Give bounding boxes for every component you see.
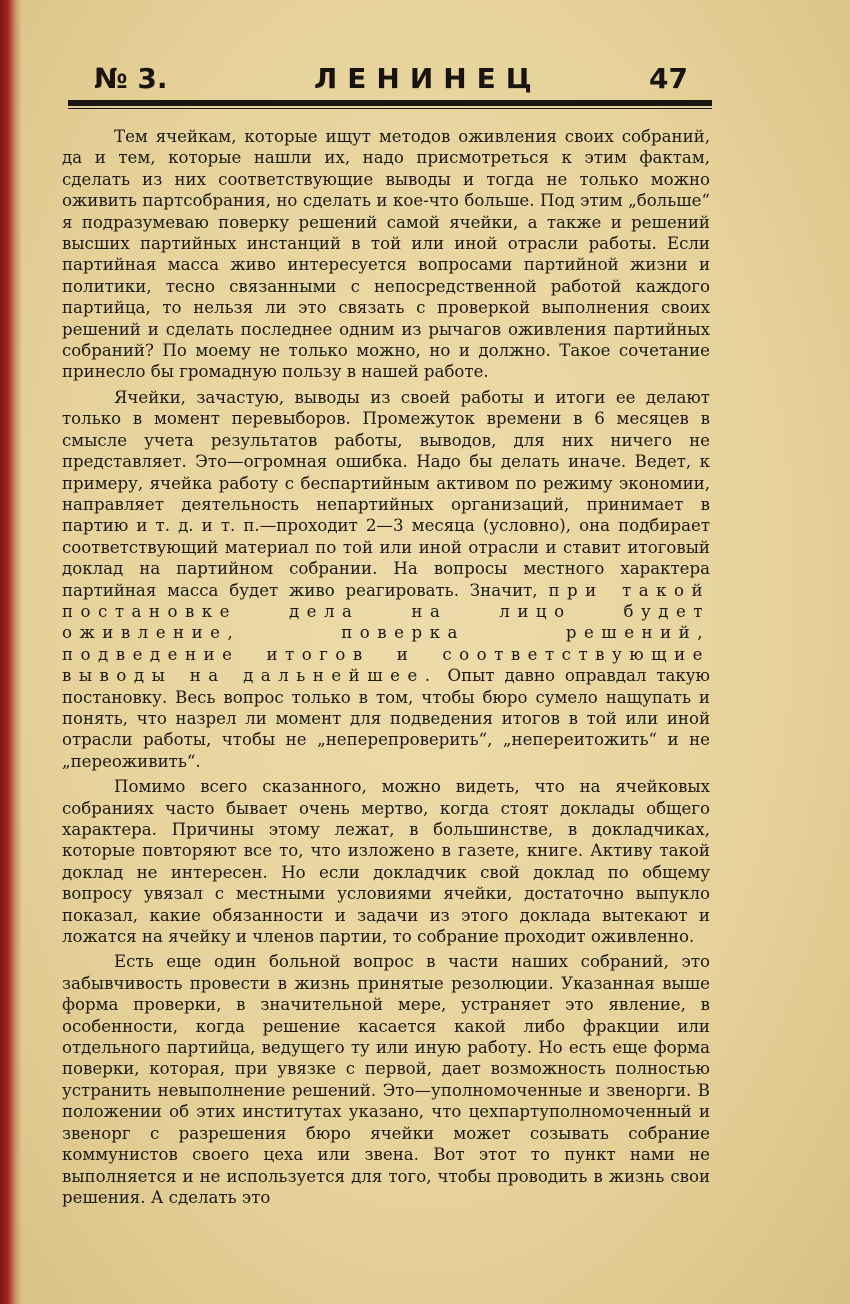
- header-rule-thin: [68, 108, 712, 109]
- page-number: 47: [649, 62, 688, 95]
- paragraph-4: Есть еще один больной вопрос в части наших собраний, это забывчивость провести в жизнь принятые резолюции. Указанная выше форма проверки, в значительной мере, устраняет это явление, в особенности, когда решение касается какой либо фракции или отдельного партийца, ведущего ту или иную работу. Но есть еще форма поверки, которая, при увязке с первой, дает возможность полностью устранить невыполнение решений. Это—уполномоченные и звенорги. В положении об этих институтах указано, что цехпартуполномоченный и звенорг с разрешения бюро ячейки может созывать собрание коммунистов своего цеха или звена. Вот этот то пункт нами не выполняется и не используется для того, чтобы проводить в жизнь свои решения. А сделать это: [62, 952, 710, 1207]
- issue-number: № 3.: [94, 62, 168, 95]
- spaced-emphasis: при такой постановке дела на лицо будет оживление, поверка решений, подведение итогов и соответствующие выводы на дальнейшее.: [62, 580, 711, 686]
- running-header: [68, 60, 712, 100]
- article-text: [62, 126, 710, 1212]
- paragraph-2-part-b: Опыт давно оправдал такую постановку. Весь вопрос только в том, чтобы бюро сумело нащупать и понять, что назрел ли момент для подведения итогов в той или иной отрасли работы, чтобы не „неперепроверить“, „непереитожить“ и не „переоживить“.: [62, 666, 710, 771]
- header-rule: [68, 100, 712, 106]
- paragraph-3: Помимо всего сказанного, можно видеть, что на ячейковых собраниях часто бывает очень мертво, когда стоят доклады общего характера. Причины этому лежат, в большинстве, в докладчиках, которые повторяют все то, что изложено в газете, книге. Активу такой доклад не интересен. Но если докладчик свой доклад по общему вопросу увязал с местными условиями ячейки, достаточно выпукло показал, какие обязанности и задачи из этого доклада вытекают и ложатся на ячейку и членов партии, то собрание проходит оживленно.: [62, 777, 710, 947]
- journal-title: ЛЕНИНЕЦ: [314, 62, 542, 95]
- paragraph-2: [62, 387, 710, 772]
- paragraph-2-part-a: Ячейки, зачастую, выводы из своей работы и итоги ее делают только в момент перевыборов. Промежуток времени в 6 месяцев в смысле учета результатов работы, выводов, для них ничего не представляет. Это—огромная ошибка. Надо бы делать иначе. Ведет, к примеру, ячейка работу с беспартийным активом по режиму экономии, направляет деятельность непартийных организаций, принимает в партию и т. д. и т. п.—проходит 2—3 месяца (условно), она подбирает соответствующий материал по той или иной отрасли и ставит итоговый доклад на партийном собрании. На вопросы местного характера партийная масса будет живо реагировать. Значит,: [62, 387, 710, 600]
- binding-edge: [0, 0, 22, 1304]
- paragraph-1: Тем ячейкам, которые ищут методов оживления своих собраний, да и тем, которые нашли их, надо присмотреться к этим фактам, сделать из них соответствующие выводы и тогда не только можно оживить партсобрания, но сделать и кое-что больше. Под этим „больше“ я подразумеваю поверку решений самой ячейки, а также и решений высших партийных инстанций в той или иной отрасли работы. Если партийная масса живо интересуется вопросами партийной жизни и политики, тесно связанными с непосредственной работой каждого партийца, то нельзя ли это связать с проверкой выполнения своих решений и сделать последнее одним из рычагов оживления партийных собраний? По моему не только можно, но и должно. Такое сочетание принесло бы громадную пользу в нашей работе.: [62, 127, 710, 382]
